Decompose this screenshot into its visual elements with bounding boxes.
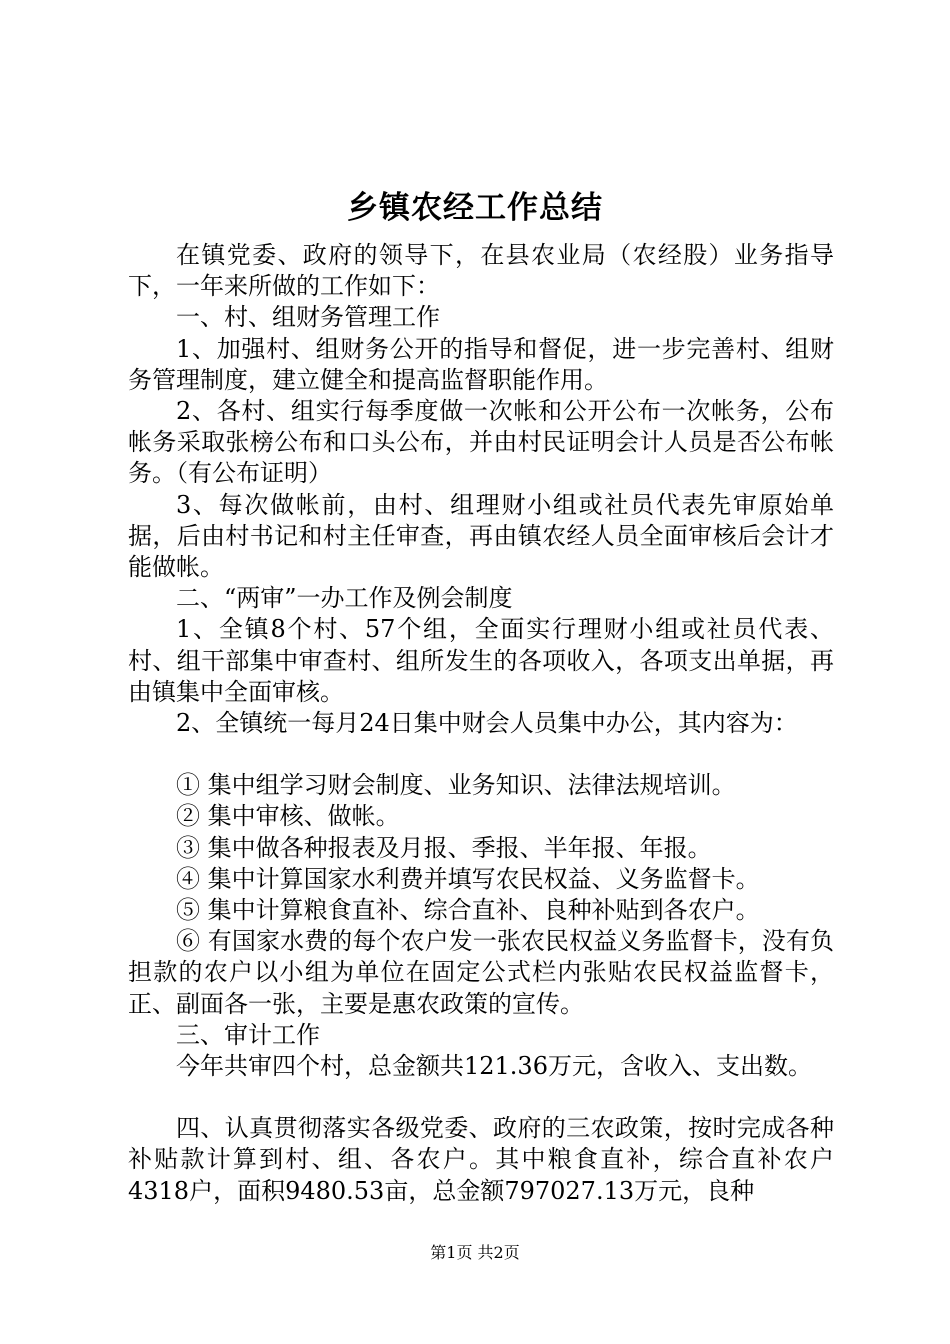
list-item-3: ③ 集中做各种报表及月报、季报、半年报、年报。 (176, 833, 712, 862)
paragraph-1-2: 2、各村、组实行每季度做一次帐和公开公布一次帐务，公布帐务采取张榜公布和口头公布，并由村民证明会计人员是否公布帐务。（有公布证明） (128, 397, 834, 488)
list-item-5: ⑤ 集中计算粮食直补、综合直补、良种补贴到各农户。 (176, 896, 760, 925)
list-item-6: ⑥ 有国家水费的每个农户发一张农民权益义务监督卡，没有负担款的农户以小组为单位在固定公式栏内张贴农民权益监督卡，正、副面各一张，主要是惠农政策的宣传。 (128, 927, 834, 1018)
section-heading-3: 三、审计工作 (176, 1020, 320, 1049)
paragraph-intro: 在镇党委、政府的领导下，在县农业局（农经股）业务指导下，一年来所做的工作如下： (128, 241, 834, 301)
page-footer: 第1页 共2页 (430, 1243, 520, 1262)
list-item-1: ① 集中组学习财会制度、业务知识、法律法规培训。 (176, 771, 736, 800)
blank-line (128, 739, 834, 770)
blank-line (128, 1082, 834, 1113)
list-item-2: ② 集中审核、做帐。 (176, 802, 400, 831)
paragraph-3-1: 今年共审四个村，总金额共121.36万元，含收入、支出数。 (176, 1052, 812, 1081)
paragraph-1-3: 3、每次做帐前，由村、组理财小组或社员代表先审原始单据，后由村书记和村主任审查，再由镇农经人员全面审核后会计才能做帐。 (128, 490, 834, 582)
document-title: 乡镇农经工作总结 (347, 190, 603, 226)
section-heading-1: 一、村、组财务管理工作 (176, 303, 440, 332)
document-body (128, 240, 834, 1207)
paragraph-2-1: 1、全镇8个村、57个组，全面实行理财小组或社员代表、村、组干部集中审查村、组所发生的各项收入，各项支出单据，再由镇集中全面审核。 (128, 615, 834, 706)
section-heading-2: 二、“两审”一办工作及例会制度 (176, 584, 513, 613)
list-item-4: ④ 集中计算国家水利费并填写农民权益、义务监督卡。 (176, 864, 760, 893)
paragraph-2-2: 2、全镇统一每月24日集中财会人员集中办公，其内容为： (176, 709, 798, 738)
section-heading-4: 四、认真贯彻落实各级党委、政府的三农政策，按时完成各种补贴款计算到村、组、各农户。其中粮食直补，综合直补农户4318户，面积9480.53亩，总金额797027.13万元，良种 (128, 1114, 834, 1205)
paragraph-1-1: 1、加强村、组财务公开的指导和督促，进一步完善村、组财务管理制度，建立健全和提高监督职能作用。 (128, 334, 834, 394)
